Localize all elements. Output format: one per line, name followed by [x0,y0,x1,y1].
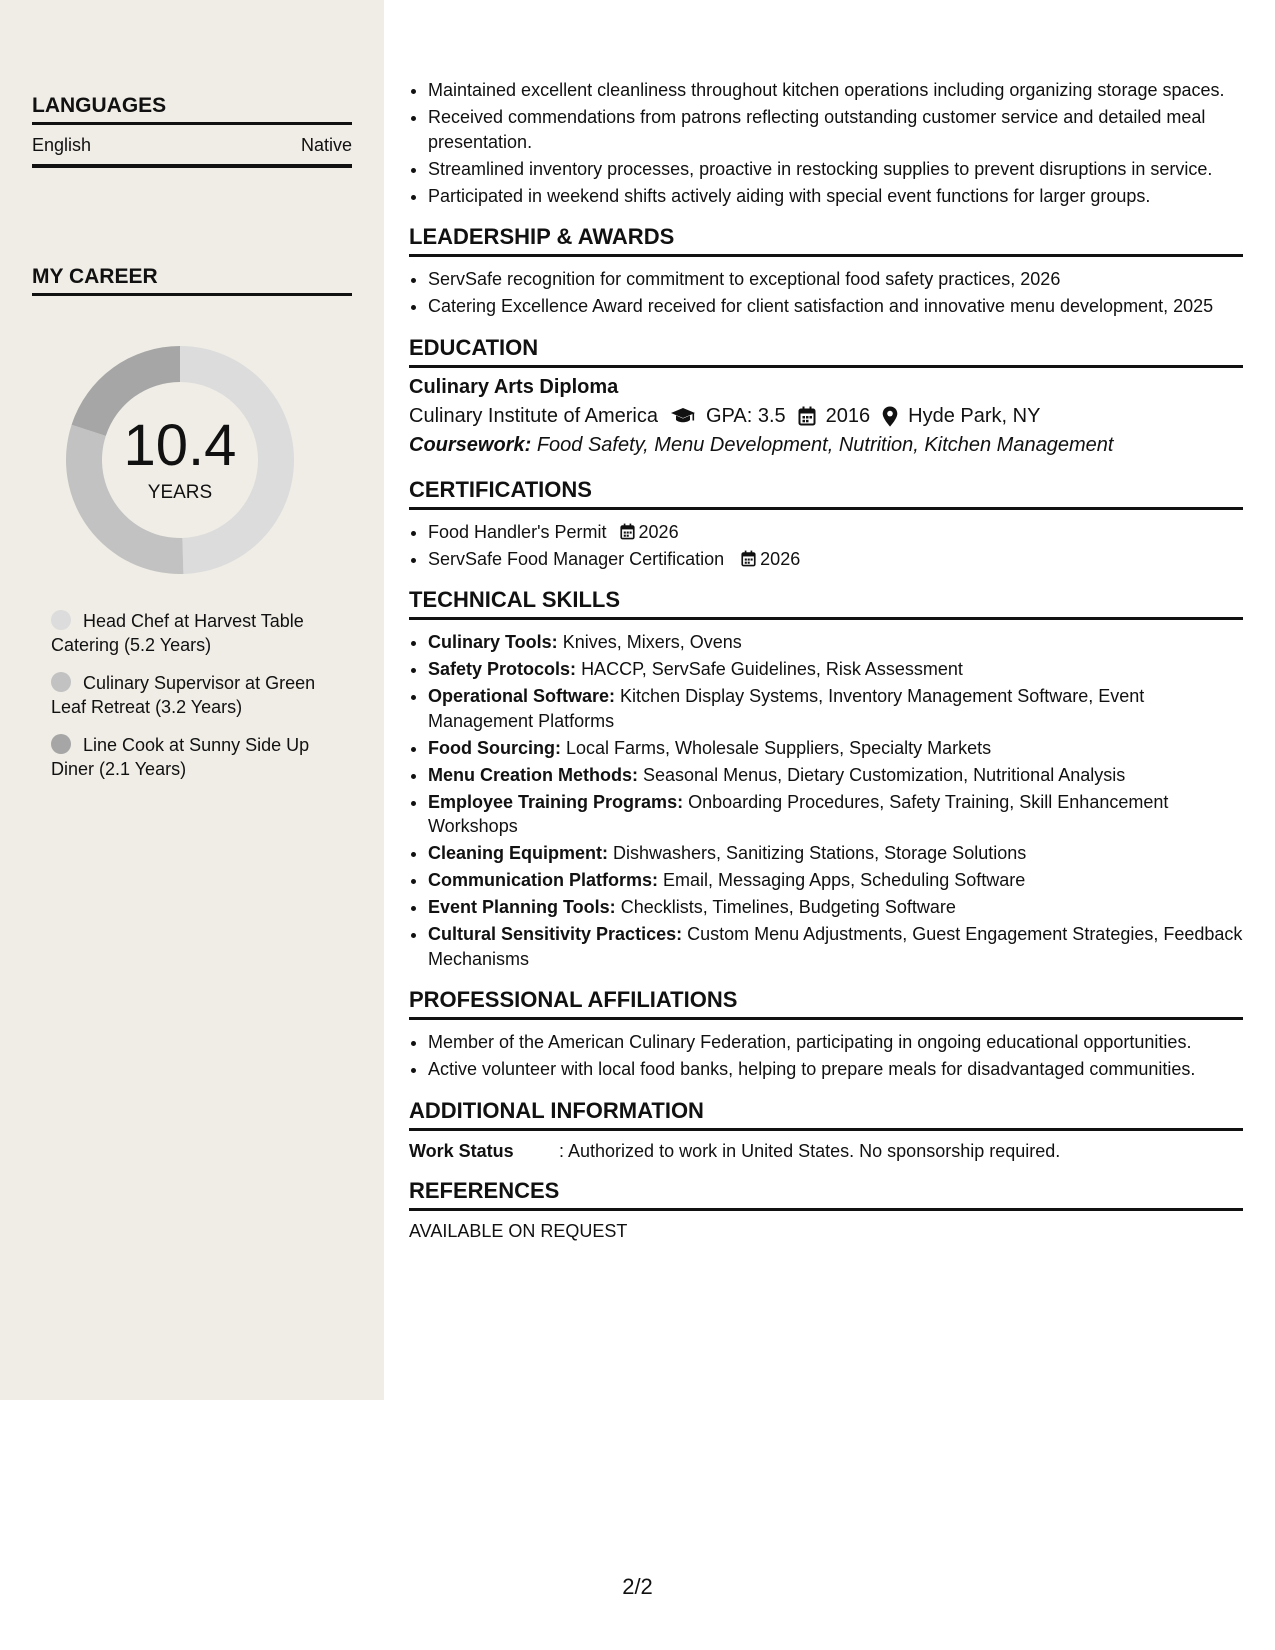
leadership-heading: LEADERSHIP & AWARDS [409,224,1243,257]
leadership-list [409,267,1243,319]
skill-label: Communication Platforms: [428,870,659,890]
work-status-label: Work Status [409,1140,514,1161]
legend-dot [51,610,71,630]
skill-label: Cultural Sensitivity Practices: [428,924,683,944]
skill-item [428,868,1243,893]
skill-label: Employee Training Programs: [428,791,684,812]
career-heading: MY CAREER [32,265,352,296]
skill-value: Knives, Mixers, Ovens [562,632,742,652]
certification-year-wrap [741,549,800,569]
legend-dot [51,672,71,692]
certification-year: 2026 [760,548,801,569]
skills-heading: TECHNICAL SKILLS [409,587,1243,620]
skill-item [428,657,1243,682]
list-item [428,520,1243,545]
career-total-years: 10.4 [123,413,237,478]
education-heading: EDUCATION [409,335,1243,368]
skill-item [428,763,1243,788]
legend-label: Line Cook at Sunny Side Up Diner (2.1 Years) [51,735,310,779]
certification-year: 2026 [638,521,679,542]
skill-item [428,630,1243,655]
gpa: GPA: 3.5 [706,404,786,427]
skill-value: Checklists, Timelines, Budgeting Software [620,897,956,917]
graduation-cap-icon [670,406,696,426]
coursework [409,434,1243,457]
skills-list [409,630,1243,971]
work-status-value: : Authorized to work in United States. No sponsorship required. [559,1140,1061,1161]
skill-item [428,841,1243,866]
career-legend [51,609,341,795]
list-item: • Streamlined inventory processes, proactive in restocking supplies to prevent disruptions in service. [428,157,1243,182]
skill-label: Operational Software: [428,686,616,706]
education-details [409,405,1243,428]
language-name: English [32,135,92,155]
graduation-year: 2016 [825,404,871,427]
coursework-label: Coursework: [409,433,532,456]
list-item: • Active volunteer with local food banks, helping to prepare meals for disadvantaged communities. [428,1057,1243,1082]
degree-title: Culinary Arts Diploma [409,375,619,398]
list-item: • Member of the American Culinary Federation, participating in ongoing educational opportunities. [428,1030,1243,1055]
references-heading: REFERENCES [409,1178,1243,1211]
languages-heading: LANGUAGES [32,94,352,125]
page-number: 2/2 [622,1574,653,1599]
legend-label: Culinary Supervisor at Green Leaf Retreat (3.2 Years) [51,673,316,717]
skill-label: Safety Protocols: [428,659,577,679]
skill-label: Cleaning Equipment: [428,843,608,863]
certification-year-wrap [620,522,679,542]
list-item: • Received commendations from patrons reflecting outstanding customer service and detailed meal presentation. [428,105,1243,154]
skill-item [428,922,1243,971]
skill-value: Dishwashers, Sanitizing Stations, Storage Solutions [613,843,1027,863]
affiliations-heading: PROFESSIONAL AFFILIATIONS [409,987,1243,1020]
skill-item [428,684,1243,733]
legend-dot [51,734,71,754]
references-text: AVAILABLE ON REQUEST [409,1220,628,1241]
list-item: • Maintained excellent cleanliness throughout kitchen operations including organizing storage spaces. [428,78,1243,103]
legend-label: Head Chef at Harvest Table Catering (5.2 Years) [51,611,304,655]
skill-label: Culinary Tools: [428,632,558,652]
certifications-heading: CERTIFICATIONS [409,477,1243,510]
skill-item [428,895,1243,920]
career-years-unit: YEARS [147,482,213,503]
skill-value: Custom Menu Adjustments, Guest Engagement Strategies, Feedback Mechanisms [428,924,1243,969]
certification-name: ServSafe Food Manager Certification [428,548,725,569]
skill-label: Food Sourcing: [428,737,561,758]
list-item: • Catering Excellence Award received for client satisfaction and innovative menu development, 2025 [428,294,1243,319]
skill-label: Menu Creation Methods: [428,764,638,785]
skill-value: Local Farms, Wholesale Suppliers, Specialty Markets [566,737,992,758]
calendar-icon [798,406,816,426]
education-entry [409,376,1243,457]
skill-value: HACCP, ServSafe Guidelines, Risk Assessment [581,659,963,679]
experience-bullets [409,78,1243,208]
school-location: Hyde Park, NY [908,404,1041,427]
language-level: Native [300,135,352,155]
list-item: • Participated in weekend shifts actively aiding with special event functions for larger groups. [428,184,1243,209]
main-content [409,78,1243,1242]
languages-section [32,94,352,168]
skill-value: Email, Messaging Apps, Scheduling Software [663,870,1026,890]
list-item [428,547,1243,572]
skill-value: Onboarding Procedures, Safety Training, Skill Enhancement Workshops [428,791,1169,836]
certification-name: Food Handler's Permit [428,521,607,542]
career-legend-item [51,609,341,657]
work-status-row [409,1141,1243,1162]
calendar-icon [620,523,635,540]
list-item: • ServSafe recognition for commitment to exceptional food safety practices, 2026 [428,267,1243,292]
calendar-icon [741,550,756,567]
language-row [32,125,352,168]
skill-value: Kitchen Display Systems, Inventory Management Software, Event Management Platforms [428,686,1145,731]
career-legend-item [51,671,341,719]
skill-value: Seasonal Menus, Dietary Customization, Nutritional Analysis [643,764,1126,785]
career-section [32,265,352,296]
sidebar [0,0,384,1400]
map-pin-icon [882,406,898,427]
affiliations-list [409,1030,1243,1082]
coursework-list: Food Safety, Menu Development, Nutrition, Kitchen Management [536,433,1114,456]
career-legend-item [51,733,341,781]
additional-info-heading: ADDITIONAL INFORMATION [409,1098,1243,1131]
certifications-list [409,520,1243,572]
skill-label: Event Planning Tools: [428,897,616,917]
school-name: Culinary Institute of America [409,404,658,427]
skill-item [428,736,1243,761]
skill-item [428,790,1243,839]
career-donut-chart [66,346,294,574]
